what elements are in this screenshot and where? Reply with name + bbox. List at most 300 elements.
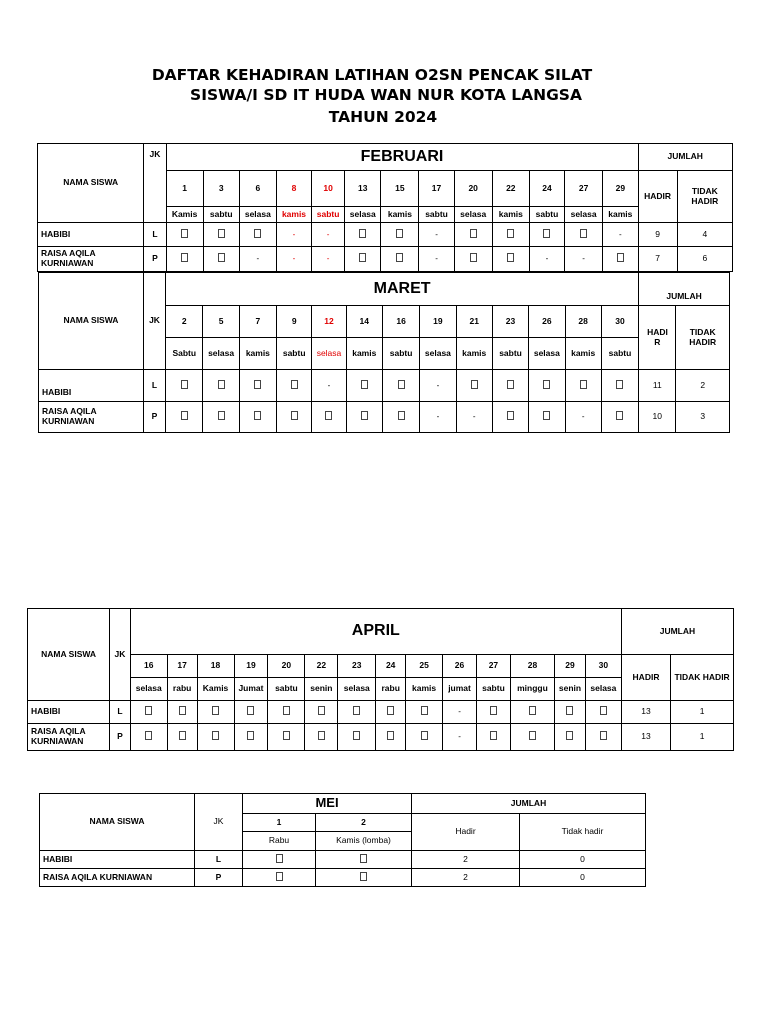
attendance-mark	[268, 724, 305, 751]
attendance-mark	[338, 701, 376, 724]
present-checkbox-icon	[218, 229, 225, 238]
present-checkbox-icon	[490, 706, 497, 715]
attendance-mark	[492, 223, 529, 247]
present-checkbox-icon	[580, 229, 587, 238]
absent-mark: -	[326, 229, 330, 239]
present-checkbox-icon	[218, 253, 225, 262]
jumlah-header: JUMLAH	[639, 273, 730, 306]
absent-mark: -	[256, 254, 260, 264]
attendance-mark	[406, 701, 443, 724]
tidak-hadir-count: 1	[671, 701, 734, 724]
day-cell: jumat	[443, 678, 477, 701]
absent-mark: -	[581, 412, 585, 422]
attendance-mark	[454, 223, 492, 247]
attendance-mark	[239, 402, 276, 433]
present-checkbox-icon	[507, 253, 514, 262]
day-cell: selasa	[420, 338, 456, 370]
attendance-mark	[529, 402, 565, 433]
hadir-header: HADIR	[638, 171, 677, 223]
attendance-mark	[167, 724, 197, 751]
present-checkbox-icon	[353, 731, 360, 740]
attendance-mark	[492, 247, 529, 272]
tidak-hadir-count: 4	[677, 223, 732, 247]
title-line-2: SISWA/I SD IT HUDA WAN NUR KOTA LANGSA	[190, 86, 582, 104]
attendance-mark	[382, 370, 419, 402]
day-cell: Sabtu	[166, 338, 203, 370]
student-jk: P	[143, 402, 165, 433]
day-cell: selasa	[130, 678, 167, 701]
date-cell: 2	[166, 306, 203, 338]
title-line-1: DAFTAR KEHADIRAN LATIHAN O2SN PENCAK SILAT	[151, 66, 593, 84]
tidak-hadir-count: 3	[676, 402, 730, 433]
attendance-mark	[276, 223, 311, 247]
attendance-mark	[345, 223, 381, 247]
attendance-mark	[565, 223, 603, 247]
date-cell: 2	[316, 814, 412, 832]
present-checkbox-icon	[181, 380, 188, 389]
date-cell: 17	[167, 655, 197, 678]
day-cell: selasa	[529, 338, 565, 370]
day-cell: selasa	[312, 338, 346, 370]
tidak-hadir-count: 0	[520, 851, 646, 869]
jumlah-header: JUMLAH	[412, 794, 646, 814]
present-checkbox-icon	[398, 380, 405, 389]
attendance-mark	[203, 402, 239, 433]
date-cell: 18	[197, 655, 234, 678]
date-cell: 19	[420, 306, 456, 338]
day-cell: sabtu	[419, 207, 454, 223]
attendance-mark	[312, 223, 345, 247]
date-cell: 23	[338, 655, 376, 678]
tidak-hadir-header: TIDAK HADIR	[677, 171, 732, 223]
day-cell: Jumat	[234, 678, 268, 701]
attendance-mark	[406, 724, 443, 751]
student-jk: L	[144, 223, 166, 247]
present-checkbox-icon	[490, 731, 497, 740]
jk-header: JK	[143, 273, 165, 370]
present-checkbox-icon	[218, 411, 225, 420]
student-name: RAISA AQILA KURNIAWAN	[28, 724, 110, 751]
date-cell: 1	[166, 171, 203, 207]
day-cell: kamis	[492, 207, 529, 223]
jk-header: JK	[195, 794, 243, 851]
present-checkbox-icon	[421, 731, 428, 740]
student-name: HABIBI	[39, 370, 144, 402]
date-cell: 29	[603, 171, 638, 207]
nama-siswa-header: NAMA SISWA	[28, 609, 110, 701]
attendance-mark	[565, 402, 601, 433]
attendance-mark	[234, 724, 268, 751]
absent-mark: -	[435, 229, 438, 239]
present-checkbox-icon	[359, 229, 366, 238]
date-cell: 26	[443, 655, 477, 678]
student-name: RAISA AQILA KURNIAWAN	[38, 247, 144, 272]
present-checkbox-icon	[179, 706, 186, 715]
student-name: RAISA AQILA KURNIAWAN	[39, 402, 144, 433]
date-cell: 22	[492, 171, 529, 207]
hadir-count: 9	[638, 223, 677, 247]
student-jk: P	[144, 247, 166, 272]
jk-header: JK	[110, 609, 131, 701]
attendance-mark	[166, 247, 203, 272]
hadir-header: Hadir	[412, 814, 520, 851]
present-checkbox-icon	[600, 706, 607, 715]
present-checkbox-icon	[360, 872, 367, 881]
present-checkbox-icon	[212, 706, 219, 715]
attendance-mark	[492, 402, 528, 433]
attendance-mark	[166, 402, 203, 433]
attendance-mark	[420, 370, 456, 402]
day-cell: sabtu	[476, 678, 510, 701]
date-cell: 8	[276, 171, 311, 207]
attendance-mark	[166, 370, 203, 402]
attendance-mark	[203, 223, 239, 247]
present-checkbox-icon	[361, 411, 368, 420]
attendance-mark	[338, 724, 376, 751]
student-jk: P	[110, 724, 131, 751]
date-cell: 9	[277, 306, 312, 338]
present-checkbox-icon	[529, 731, 536, 740]
present-checkbox-icon	[283, 706, 290, 715]
date-cell: 24	[376, 655, 406, 678]
date-cell: 16	[382, 306, 419, 338]
table-row	[39, 402, 730, 433]
attendance-mark	[276, 247, 311, 272]
date-cell: 30	[585, 655, 621, 678]
present-checkbox-icon	[600, 731, 607, 740]
attendance-mark	[312, 402, 346, 433]
date-cell: 23	[492, 306, 528, 338]
day-cell: kamis	[381, 207, 419, 223]
attendance-mark	[555, 701, 586, 724]
absent-mark: -	[435, 254, 438, 264]
month-title: MEI	[243, 794, 412, 814]
april-table	[27, 608, 734, 751]
date-cell: 15	[381, 171, 419, 207]
present-checkbox-icon	[276, 872, 283, 881]
hadir-count: 13	[621, 724, 670, 751]
present-checkbox-icon	[181, 229, 188, 238]
present-checkbox-icon	[254, 229, 261, 238]
attendance-mark	[277, 402, 312, 433]
present-checkbox-icon	[254, 380, 261, 389]
february-table	[37, 143, 733, 272]
present-checkbox-icon	[470, 253, 477, 262]
day-cell: kamis	[406, 678, 443, 701]
day-cell: Kamis	[166, 207, 203, 223]
day-cell: selasa	[203, 338, 239, 370]
absent-mark: -	[619, 229, 622, 239]
tidak-hadir-count: 2	[676, 370, 730, 402]
present-checkbox-icon	[145, 731, 152, 740]
present-checkbox-icon	[291, 380, 298, 389]
date-cell: 6	[239, 171, 276, 207]
absent-mark: -	[326, 254, 330, 264]
attendance-mark	[346, 402, 382, 433]
day-cell: selasa	[585, 678, 621, 701]
table-row	[38, 223, 733, 247]
hadir-count: 10	[639, 402, 676, 433]
day-cell: kamis	[276, 207, 311, 223]
present-checkbox-icon	[617, 253, 624, 262]
present-checkbox-icon	[291, 411, 298, 420]
hadir-count: 11	[639, 370, 676, 402]
attendance-mark	[197, 724, 234, 751]
date-cell: 28	[510, 655, 554, 678]
date-cell: 12	[312, 306, 346, 338]
attendance-mark	[492, 370, 528, 402]
attendance-mark	[603, 247, 638, 272]
attendance-mark	[601, 370, 638, 402]
present-checkbox-icon	[359, 253, 366, 262]
attendance-mark	[197, 701, 234, 724]
month-title: APRIL	[130, 609, 621, 655]
present-checkbox-icon	[470, 229, 477, 238]
date-cell: 5	[203, 306, 239, 338]
present-checkbox-icon	[387, 706, 394, 715]
attendance-mark	[239, 370, 276, 402]
attendance-mark	[382, 402, 419, 433]
date-cell: 29	[555, 655, 586, 678]
day-cell: kamis	[239, 338, 276, 370]
hadir-header: HADIR	[621, 655, 670, 701]
day-cell: sabtu	[277, 338, 312, 370]
nama-siswa-header: NAMA SISWA	[39, 273, 144, 370]
attendance-mark	[376, 701, 406, 724]
student-jk: L	[143, 370, 165, 402]
table-row	[28, 701, 734, 724]
student-jk: P	[195, 869, 243, 887]
present-checkbox-icon	[387, 731, 394, 740]
day-cell: Kamis	[197, 678, 234, 701]
month-title: MARET	[166, 273, 639, 306]
title-line-3: TAHUN 2024	[328, 108, 438, 126]
tidak-hadir-count: 0	[520, 869, 646, 887]
attendance-mark	[443, 724, 477, 751]
student-jk: L	[195, 851, 243, 869]
date-cell: 25	[406, 655, 443, 678]
student-name: HABIBI	[40, 851, 195, 869]
attendance-mark	[603, 223, 638, 247]
present-checkbox-icon	[580, 380, 587, 389]
attendance-mark	[419, 247, 454, 272]
present-checkbox-icon	[181, 411, 188, 420]
present-checkbox-icon	[145, 706, 152, 715]
present-checkbox-icon	[318, 731, 325, 740]
absent-mark: -	[458, 732, 461, 742]
absent-mark: -	[436, 412, 440, 422]
attendance-mark	[420, 402, 456, 433]
attendance-mark	[456, 402, 492, 433]
attendance-mark	[277, 370, 312, 402]
nama-siswa-header: NAMA SISWA	[38, 144, 144, 223]
present-checkbox-icon	[360, 854, 367, 863]
attendance-mark	[305, 724, 338, 751]
nama-siswa-header: NAMA SISWA	[40, 794, 195, 851]
absent-mark: -	[327, 380, 331, 390]
attendance-mark	[130, 724, 167, 751]
present-checkbox-icon	[507, 380, 514, 389]
date-cell: 20	[454, 171, 492, 207]
present-checkbox-icon	[507, 229, 514, 238]
attendance-mark	[456, 370, 492, 402]
attendance-mark	[381, 223, 419, 247]
jk-header: JK	[144, 144, 166, 223]
table-row	[40, 869, 646, 887]
present-checkbox-icon	[247, 706, 254, 715]
attendance-mark	[316, 851, 412, 869]
hadir-count: 7	[638, 247, 677, 272]
day-cell: senin	[305, 678, 338, 701]
date-cell: 13	[345, 171, 381, 207]
attendance-mark	[239, 223, 276, 247]
attendance-mark	[565, 247, 603, 272]
attendance-mark	[510, 701, 554, 724]
absent-mark: -	[472, 412, 476, 422]
day-cell: senin	[555, 678, 586, 701]
tidak-hadir-header: TIDAK HADIR	[676, 306, 730, 370]
absent-mark: -	[436, 380, 440, 390]
attendance-mark	[529, 223, 564, 247]
day-cell: rabu	[167, 678, 197, 701]
attendance-mark	[376, 724, 406, 751]
present-checkbox-icon	[507, 411, 514, 420]
day-cell: selasa	[239, 207, 276, 223]
attendance-mark	[565, 370, 601, 402]
present-checkbox-icon	[325, 411, 332, 420]
attendance-mark	[585, 701, 621, 724]
attendance-mark	[166, 223, 203, 247]
present-checkbox-icon	[529, 706, 536, 715]
day-cell: selasa	[338, 678, 376, 701]
attendance-mark	[381, 247, 419, 272]
present-checkbox-icon	[179, 731, 186, 740]
attendance-mark	[345, 247, 381, 272]
date-cell: 16	[130, 655, 167, 678]
attendance-mark	[305, 701, 338, 724]
student-name: HABIBI	[38, 223, 144, 247]
date-cell: 14	[346, 306, 382, 338]
absent-mark: -	[292, 229, 296, 239]
present-checkbox-icon	[254, 411, 261, 420]
student-name: RAISA AQILA KURNIAWAN	[40, 869, 195, 887]
present-checkbox-icon	[543, 229, 550, 238]
attendance-mark	[585, 724, 621, 751]
present-checkbox-icon	[318, 706, 325, 715]
attendance-mark	[316, 869, 412, 887]
present-checkbox-icon	[616, 380, 623, 389]
attendance-mark	[239, 247, 276, 272]
day-cell: Kamis (lomba)	[316, 832, 412, 851]
present-checkbox-icon	[283, 731, 290, 740]
month-title: FEBRUARI	[166, 144, 638, 171]
present-checkbox-icon	[566, 731, 573, 740]
tidak-hadir-count: 6	[677, 247, 732, 272]
date-cell: 10	[312, 171, 345, 207]
present-checkbox-icon	[247, 731, 254, 740]
hadir-count: 2	[412, 851, 520, 869]
day-cell: selasa	[454, 207, 492, 223]
day-cell: sabtu	[268, 678, 305, 701]
date-cell: 3	[203, 171, 239, 207]
present-checkbox-icon	[396, 229, 403, 238]
date-cell: 17	[419, 171, 454, 207]
absent-mark: -	[292, 254, 296, 264]
attendance-mark	[312, 247, 345, 272]
attendance-mark	[510, 724, 554, 751]
table-row	[28, 724, 734, 751]
hadir-header: HADI R	[639, 306, 676, 370]
table-row	[38, 247, 733, 272]
tidak-hadir-header: Tidak hadir	[520, 814, 646, 851]
attendance-mark	[443, 701, 477, 724]
date-cell: 19	[234, 655, 268, 678]
day-cell: selasa	[565, 207, 603, 223]
day-cell: Rabu	[243, 832, 316, 851]
day-cell: rabu	[376, 678, 406, 701]
day-cell: kamis	[456, 338, 492, 370]
hadir-count: 13	[621, 701, 670, 724]
present-checkbox-icon	[566, 706, 573, 715]
march-table	[38, 272, 730, 433]
attendance-mark	[529, 247, 564, 272]
attendance-mark	[234, 701, 268, 724]
date-cell: 26	[529, 306, 565, 338]
table-row	[40, 851, 646, 869]
day-cell: minggu	[510, 678, 554, 701]
date-cell: 1	[243, 814, 316, 832]
attendance-mark	[346, 370, 382, 402]
present-checkbox-icon	[421, 706, 428, 715]
attendance-mark	[476, 724, 510, 751]
jumlah-header: JUMLAH	[638, 144, 733, 171]
present-checkbox-icon	[396, 253, 403, 262]
date-cell: 24	[529, 171, 564, 207]
day-cell: sabtu	[492, 338, 528, 370]
attendance-mark	[529, 370, 565, 402]
day-cell: kamis	[565, 338, 601, 370]
attendance-mark	[555, 724, 586, 751]
attendance-mark	[454, 247, 492, 272]
hadir-count: 2	[412, 869, 520, 887]
date-cell: 27	[565, 171, 603, 207]
attendance-mark	[203, 370, 239, 402]
present-checkbox-icon	[212, 731, 219, 740]
attendance-mark	[476, 701, 510, 724]
absent-mark: -	[582, 254, 585, 264]
tidak-hadir-header: TIDAK HADIR	[671, 655, 734, 701]
present-checkbox-icon	[543, 411, 550, 420]
attendance-mark	[167, 701, 197, 724]
day-cell: kamis	[346, 338, 382, 370]
attendance-mark	[312, 370, 346, 402]
attendance-mark	[203, 247, 239, 272]
student-name: HABIBI	[28, 701, 110, 724]
date-cell: 7	[239, 306, 276, 338]
attendance-mark	[268, 701, 305, 724]
present-checkbox-icon	[398, 411, 405, 420]
present-checkbox-icon	[181, 253, 188, 262]
date-cell: 22	[305, 655, 338, 678]
attendance-mark	[601, 402, 638, 433]
date-cell: 28	[565, 306, 601, 338]
date-cell: 20	[268, 655, 305, 678]
present-checkbox-icon	[471, 380, 478, 389]
date-cell: 27	[476, 655, 510, 678]
attendance-mark	[243, 869, 316, 887]
table-row	[39, 370, 730, 402]
jumlah-header: JUMLAH	[621, 609, 733, 655]
